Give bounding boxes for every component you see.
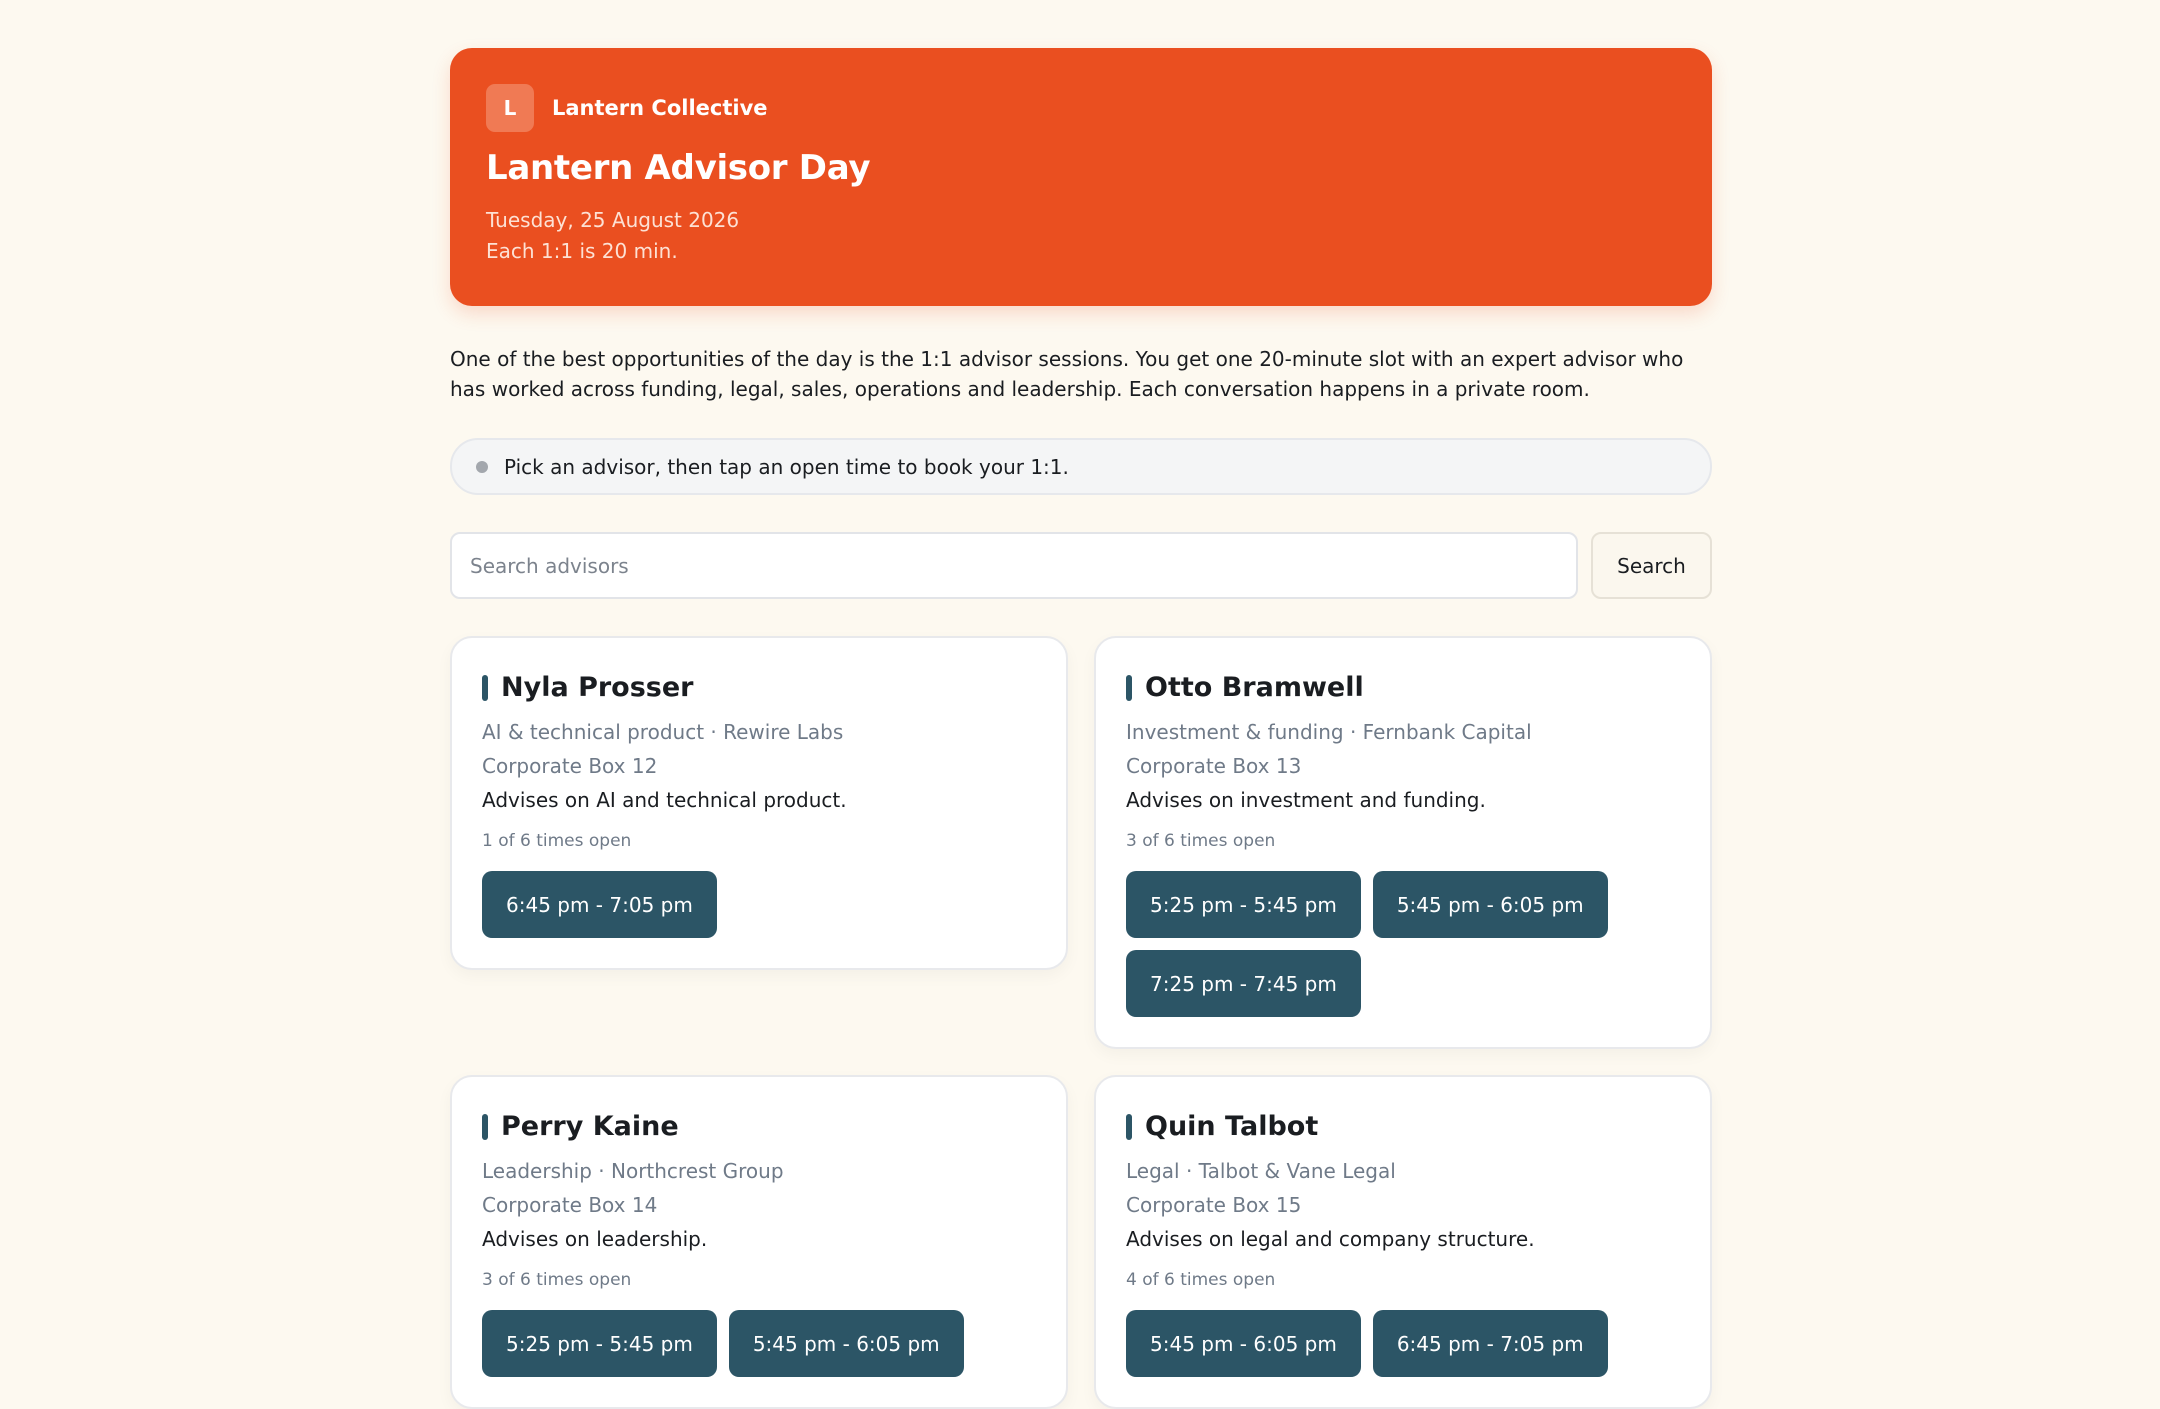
time-slot-button[interactable]: 5:45 pm - 6:05 pm [1126,1310,1361,1377]
org-name: Lantern Collective [552,96,768,120]
advisor-description: Advises on AI and technical product. [482,788,847,812]
availability-count: 3 of 6 times open [1126,831,1276,851]
page [450,48,1712,1409]
time-slot-button[interactable]: 5:25 pm - 5:45 pm [482,1310,717,1377]
advisor-location: Corporate Box 12 [482,754,658,778]
advisor-name-text: Quin Talbot [1145,1111,1319,1142]
search-input[interactable] [450,532,1578,599]
event-header [450,48,1712,306]
time-slot-button[interactable]: 6:45 pm - 7:05 pm [1373,1310,1608,1377]
advisor-description: Advises on investment and funding. [1126,788,1486,812]
availability-count: 3 of 6 times open [482,1270,632,1290]
accent-bar [482,675,488,701]
advisor-card [450,636,1068,970]
time-slots [1126,1310,1666,1377]
notice-text: Pick an advisor, then tap an open time to book your 1:1. [504,454,1069,479]
time-slots [482,871,1022,938]
advisor-name [1126,1111,1680,1142]
time-slot-button[interactable]: 7:25 pm - 7:45 pm [1126,950,1361,1017]
advisor-name-text: Perry Kaine [501,1111,679,1142]
time-slot-button[interactable]: 5:45 pm - 6:05 pm [1373,871,1608,938]
advisor-name [482,672,1036,703]
advisor-card [1094,636,1712,1049]
search-button[interactable]: Search [1591,532,1712,599]
advisor-location: Corporate Box 13 [1126,754,1302,778]
advisor-location: Corporate Box 15 [1126,1193,1302,1217]
advisor-location: Corporate Box 14 [482,1193,658,1217]
time-slot-button[interactable]: 6:45 pm - 7:05 pm [482,871,717,938]
status-dot-icon [476,461,488,473]
intro-text: One of the best opportunities of the day is the 1:1 advisor sessions. You get one 20-minute slot with an expert advisor who has worked across funding, legal, sales, operations and leadership. Each conversation happens in a private room. [450,347,1684,401]
time-slots [1126,871,1666,1017]
advisor-name [1126,672,1680,703]
advisor-grid [450,636,1712,1409]
accent-bar [1126,675,1132,701]
status-notice [450,438,1712,495]
advisor-expertise: Leadership · Northcrest Group [482,1159,784,1183]
advisor-expertise: AI & technical product · Rewire Labs [482,720,844,744]
availability-count: 1 of 6 times open [482,831,632,851]
advisor-name-text: Otto Bramwell [1145,672,1364,703]
event-title: Lantern Advisor Day [486,148,871,188]
session-duration: Each 1:1 is 20 min. [486,239,678,263]
advisor-card [450,1075,1068,1409]
organizer [486,84,1676,132]
search-bar [450,532,1712,599]
advisor-description: Advises on legal and company structure. [1126,1227,1535,1251]
org-logo: L [486,84,534,132]
availability-count: 4 of 6 times open [1126,1270,1276,1290]
time-slots [482,1310,1022,1377]
advisor-card [1094,1075,1712,1409]
advisor-expertise: Investment & funding · Fernbank Capital [1126,720,1532,744]
advisor-expertise: Legal · Talbot & Vane Legal [1126,1159,1396,1183]
time-slot-button[interactable]: 5:25 pm - 5:45 pm [1126,871,1361,938]
advisor-name-text: Nyla Prosser [501,672,694,703]
time-slot-button[interactable]: 5:45 pm - 6:05 pm [729,1310,964,1377]
advisor-name [482,1111,1036,1142]
event-date: Tuesday, 25 August 2026 [486,208,740,232]
advisor-description: Advises on leadership. [482,1227,708,1251]
accent-bar [1126,1114,1132,1140]
accent-bar [482,1114,488,1140]
